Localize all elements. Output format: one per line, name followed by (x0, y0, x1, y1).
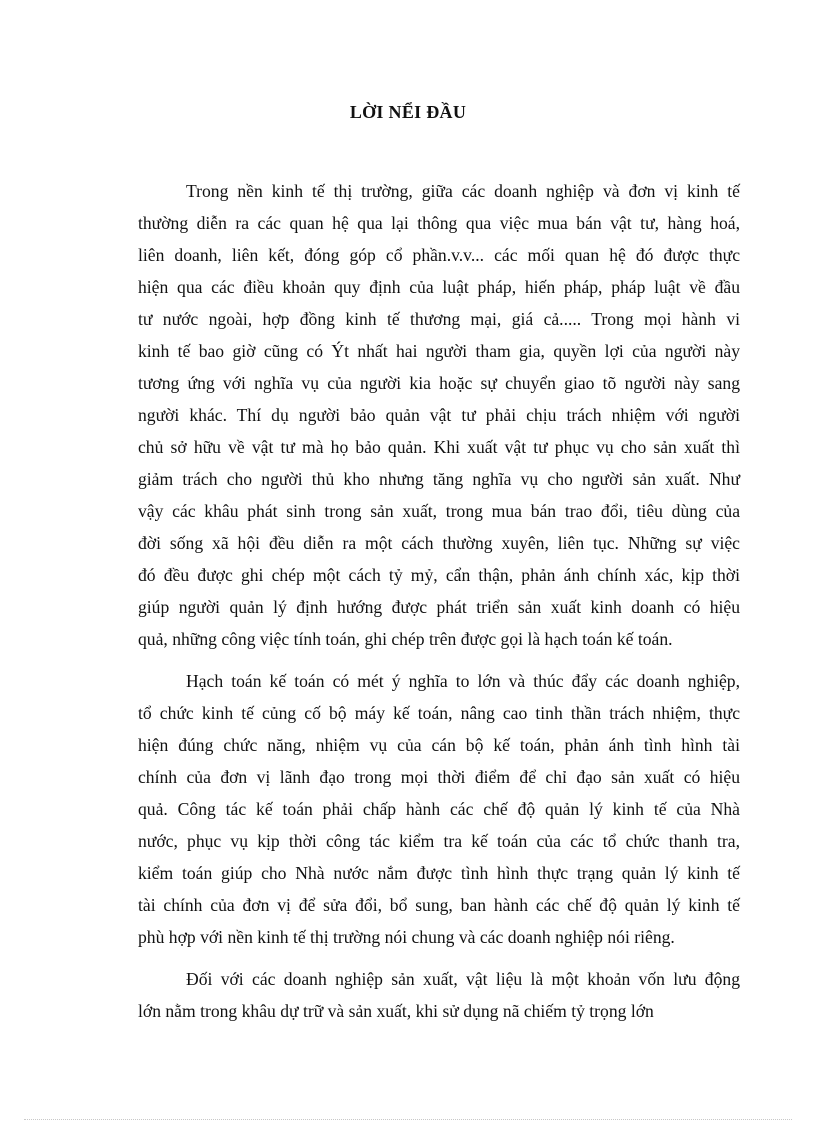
text-line: giảm trách cho người thủ kho nhưng tăng nghĩa vụ cho người sản xuất. Như (138, 469, 740, 489)
text-line: quả, những công việc tính toán, ghi chép trên được gọi là hạch toán kế toán. (138, 629, 673, 649)
text-line: người khác. Thí dụ người bảo quản vật tư phải chịu trách nhiệm với người (138, 405, 740, 425)
text-line: chính của đơn vị lãnh đạo trong mọi thời điểm để chỉ đạo sản xuất có hiệu (138, 767, 740, 787)
text-line: đó đều được ghi chép một cách tỷ mỷ, cẩn thận, phản ánh chính xác, kịp thời (138, 565, 740, 585)
paragraph-2 (138, 665, 740, 953)
text-line: lớn nằm trong khâu dự trữ và sản xuất, khi sử dụng nã chiếm tỷ trọng lớn (138, 1001, 654, 1021)
text-line: liên doanh, liên kết, đóng góp cổ phần.v.v... các mối quan hệ đó được thực (138, 245, 740, 265)
text-line: đời sống xã hội đều diễn ra một cách thường xuyên, liên tục. Những sự việc (138, 533, 740, 553)
text-line: vậy các khâu phát sinh trong sản xuất, trong mua bán trao đổi, tiêu dùng của (138, 501, 740, 521)
paragraph-1 (138, 175, 740, 655)
text-line: giúp người quản lý định hướng được phát triển sản xuất kinh doanh có hiệu (138, 597, 740, 617)
text-line: Hạch toán kế toán có mét ý nghĩa to lớn và thúc đẩy các doanh nghiệp, (186, 671, 740, 691)
text-line: Trong nền kinh tế thị trường, giữa các doanh nghiệp và đơn vị kinh tế (186, 181, 740, 201)
text-line: chủ sở hữu về vật tư mà họ bảo quản. Khi xuất vật tư phục vụ cho sản xuất thì (138, 437, 740, 457)
text-line: tương ứng với nghĩa vụ của người kia hoặc sự chuyển giao tõ người này sang (138, 373, 740, 393)
paragraph-spacer (138, 655, 740, 665)
text-line: tài chính của đơn vị để sửa đổi, bổ sung, ban hành các chế độ quản lý kinh tế (138, 895, 740, 915)
text-line: Đối với các doanh nghiệp sản xuất, vật liệu là một khoản vốn lưu động (186, 969, 740, 989)
text-line: hiện đúng chức năng, nhiệm vụ của cán bộ kế toán, phản ánh tình hình tài (138, 735, 740, 755)
page-bottom-divider (24, 1119, 792, 1120)
text-line: nước, phục vụ kịp thời công tác kiểm tra kế toán của các tổ chức thanh tra, (138, 831, 740, 851)
text-line: tổ chức kinh tế củng cố bộ máy kế toán, nâng cao tinh thần trách nhiệm, thực (138, 703, 740, 723)
text-line: tư nước ngoài, hợp đồng kinh tế thương mại, giá cả..... Trong mọi hành vi (138, 309, 740, 329)
page-title: LỜI NỂI ĐẦU (349, 102, 467, 122)
text-line: hiện qua các điều khoản quy định của luật pháp, hiến pháp, pháp luật về đầu (138, 277, 740, 297)
document-body (138, 175, 740, 1027)
paragraph-spacer (138, 953, 740, 963)
text-line: kiểm toán giúp cho Nhà nước nắm được tình hình thực trạng quản lý kinh tế (138, 863, 740, 883)
text-line: kinh tế bao giờ cũng có Ýt nhất hai người tham gia, quyền lợi của người này (138, 341, 740, 361)
text-line: phù hợp với nền kinh tế thị trường nói chung và các doanh nghiệp nói riêng. (138, 927, 675, 947)
text-line: quả. Công tác kế toán phải chấp hành các chế độ quản lý kinh tế của Nhà (138, 799, 740, 819)
paragraph-3 (138, 963, 740, 1027)
text-line: thường diễn ra các quan hệ qua lại thông qua việc mua bán vật tư, hàng hoá, (138, 213, 740, 233)
